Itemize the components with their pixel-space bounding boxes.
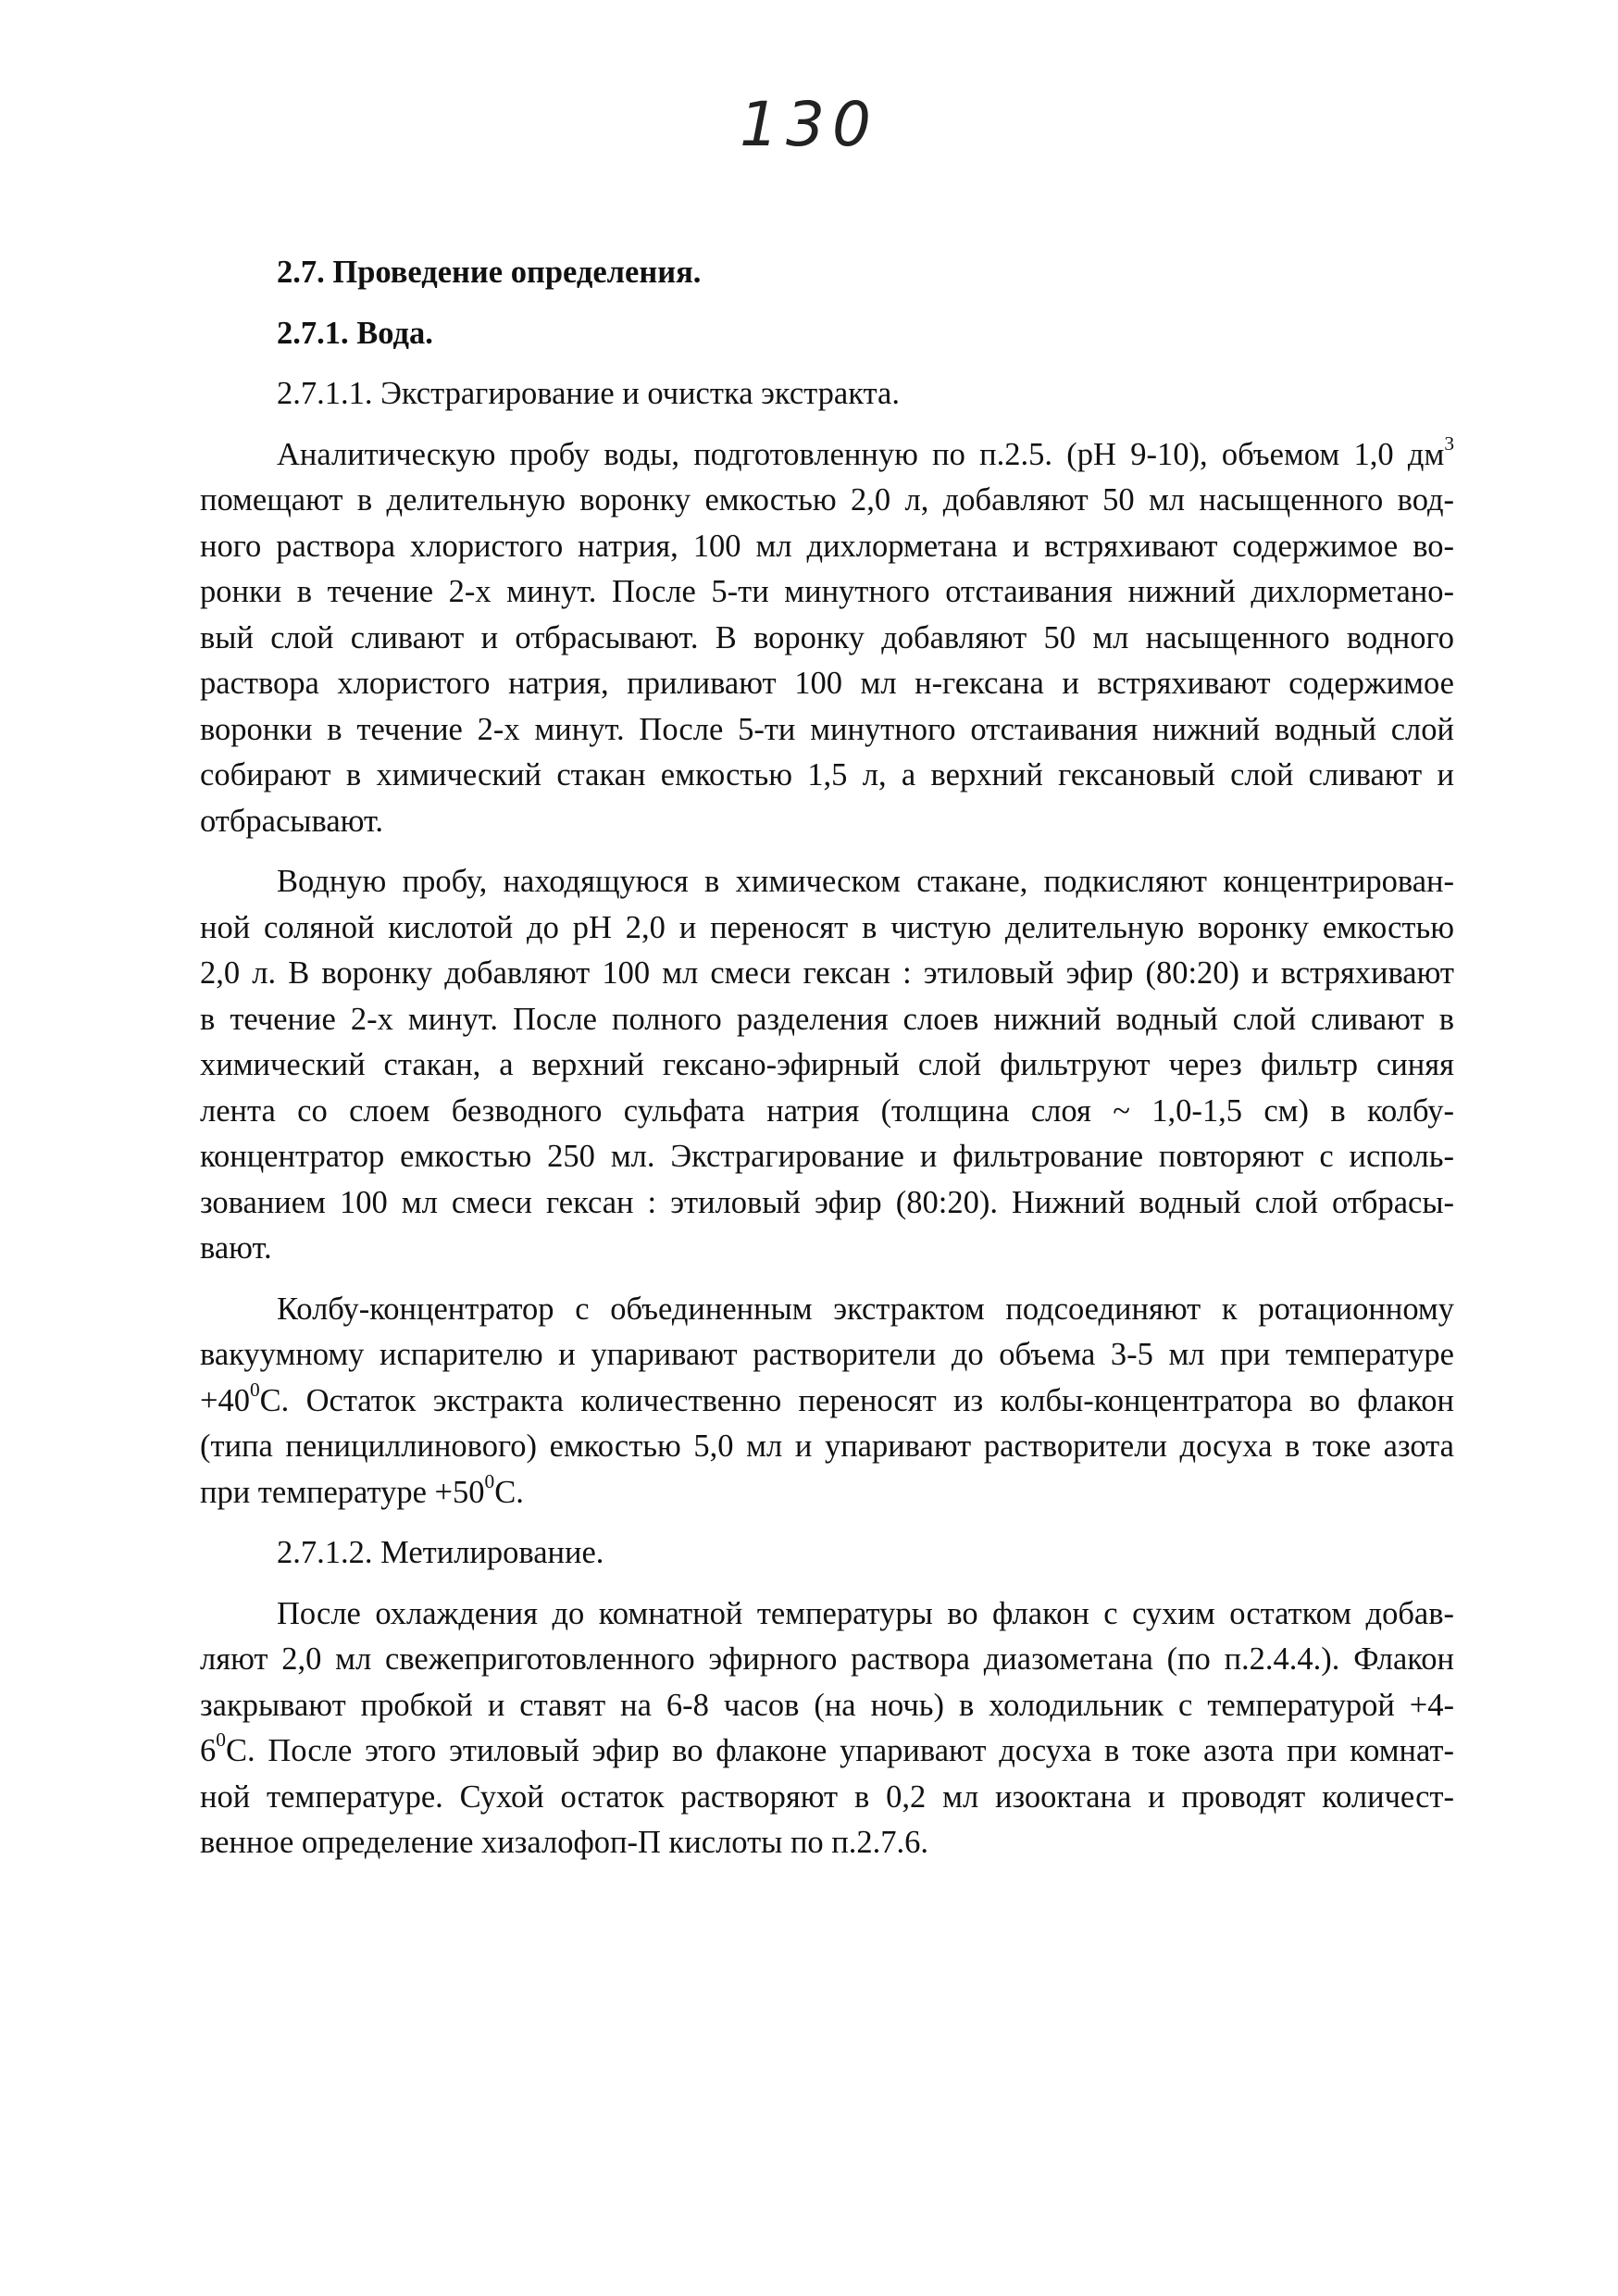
paragraph-methylation — [200, 1591, 1454, 1866]
paragraph-line: венное определение хизалофоп-П кислоты по п.2.7.6. — [200, 1825, 929, 1860]
paragraph-line: Колбу-концентратор с объединенным экстрактом подсоединяют к ротационному — [277, 1291, 1454, 1327]
paragraph-line: $6^0С$. После этого этиловый эфир во флаконе упаривают досуха в токе азота при комнат- — [200, 1728, 1454, 1768]
paragraph-line: После охлаждения до комнатной температуры во флакон с сухим остатком добав- — [277, 1595, 1454, 1631]
handwritten-page-number: 130 — [740, 89, 878, 160]
paragraph-line: ронки в течение 2-х минут. После 5-ти минутного отстаивания нижний дихлорметано- — [200, 574, 1454, 609]
subsection-heading-2-7-1-1: 2.7.1.1. Экстрагирование и очистка экстракта. — [277, 376, 900, 411]
paragraph-line: $+40^0С$. Остаток экстракта количественно переносят из колбы-концентратора во флакон — [200, 1378, 1454, 1418]
paragraph-line: концентратор емкостью 250 мл. Экстрагирование и фильтрование повторяют с исполь- — [200, 1139, 1454, 1174]
paragraph-line: ной соляной кислотой до pH 2,0 и переносят в чистую делительную воронку емкостью — [200, 909, 1454, 945]
paragraph-line: вают. — [200, 1230, 272, 1266]
paragraph-line: воронки в течение 2-х минут. После 5-ти минутного отстаивания нижний водный слой — [200, 711, 1454, 747]
paragraph-line: вакуумному испарителю и упаривают растворители до объема 3-5 мл при температуре — [200, 1337, 1454, 1372]
paragraph-line: ного раствора хлористого натрия, 100 мл дихлорметана и встряхивают содержимое во- — [200, 528, 1454, 564]
paragraph-line: в течение 2-х минут. После полного разделения слоев нижний водный слой сливают в — [200, 1001, 1454, 1037]
paragraph-line: (типа пенициллинового) емкостью 5,0 мл и упаривают растворители досуха в токе азота — [200, 1429, 1454, 1464]
paragraph-line: раствора хлористого натрия, приливают 100 мл н-гексана и встряхивают содержимое — [200, 666, 1454, 701]
section-heading-2-7: 2.7. Проведение определения. — [277, 255, 702, 290]
paragraph-line: ной температуре. Сухой остаток растворяют в 0,2 мл изооктана и проводят количест- — [200, 1778, 1454, 1815]
paragraph-line: лента со слоем безводного сульфата натрия (толщина слоя ~ 1,0-1,5 см) в колбу- — [200, 1092, 1454, 1129]
paragraph-line: при температуре $+50^0С$. — [200, 1469, 524, 1510]
paragraph-line: Аналитическую пробу воды, подготовленную по п.2.5. (pH 9-10), объемом 1,0 $дм^3$ — [277, 431, 1454, 472]
paragraph-line: Водную пробу, находящуюся в химическом стакане, подкисляют концентрирован- — [277, 864, 1454, 899]
paragraph-line: зованием 100 мл смеси гексан : этиловый эфир (80:20). Нижний водный слой отбрасы- — [200, 1184, 1454, 1220]
paragraph-extraction — [200, 432, 1454, 845]
paragraph-line: помещают в делительную воронку емкостью 2,0 л, добавляют 50 мл насыщенного вод- — [200, 482, 1454, 518]
paragraph-line: вый слой сливают и отбрасывают. В воронку добавляют 50 мл насыщенного водного — [200, 619, 1454, 655]
section-heading-2-7-1: 2.7.1. Вода. — [277, 315, 433, 351]
subsection-heading-2-7-1-2: 2.7.1.2. Метилирование. — [277, 1535, 604, 1570]
paragraph-line: закрывают пробкой и ставят на 6-8 часов (на ночь) в холодильник с температурой +4- — [200, 1687, 1454, 1723]
paragraph-line: ляют 2,0 мл свежеприготовленного эфирного раствора диазометана (по п.2.4.4.). Флакон — [200, 1641, 1454, 1677]
paragraph-acidification — [200, 859, 1454, 1272]
paragraph-line: 2,0 л. В воронку добавляют 100 мл смеси гексан : этиловый эфир (80:20) и встряхивают — [200, 955, 1454, 991]
paragraph-line: собирают в химический стакан емкостью 1,5 л, а верхний гексановый слой сливают и — [200, 757, 1454, 792]
paragraph-evaporation — [200, 1287, 1454, 1516]
document-body — [200, 250, 1454, 1866]
paragraph-line: отбрасывают. — [200, 803, 384, 839]
paragraph-line: химический стакан, а верхний гексано-эфирный слой фильтруют через фильтр синяя — [200, 1047, 1454, 1082]
